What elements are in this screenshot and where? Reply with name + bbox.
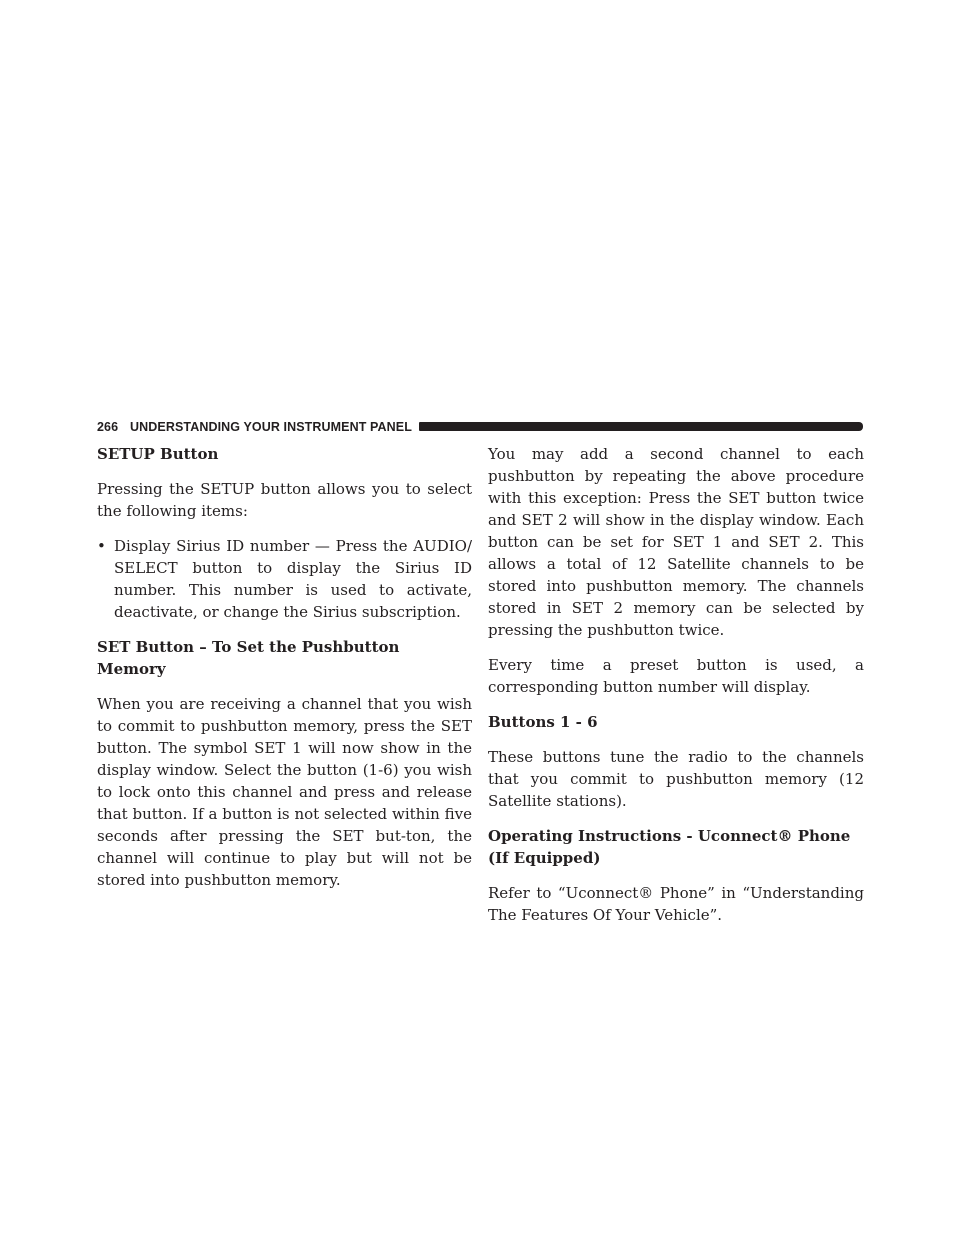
setup-button-heading: SETUP Button [97, 445, 219, 463]
page-header [97, 419, 863, 435]
phone-paragraph: Refer to “Uconnect® Phone” in “Understanding The Features Of Your Vehicle”. [488, 884, 864, 924]
setup-intro-paragraph: Pressing the SETUP button allows you to select the following items: [97, 480, 472, 520]
second-channel-paragraph: You may add a second channel to each pushbutton by repeating the above procedure with this exception: Press the SET button twice and SET 2 will show in the display window. Each button can be set for SET 1 and SET 2. This allows a total of 12 Satellite channels to be stored into pushbutton memory. The channels stored in SET 2 memory can be selected by pressing the pushbutton twice. [488, 445, 864, 639]
buttons-heading: Buttons 1 - 6 [488, 713, 598, 731]
right-column [488, 443, 864, 939]
left-column [97, 443, 472, 904]
section-title: UNDERSTANDING YOUR INSTRUMENT PANEL [130, 420, 412, 434]
header-rule-bar [419, 422, 863, 431]
set-button-paragraph: When you are receiving a channel that you wish to commit to pushbutton memory, press the SET button. The symbol SET 1 will now show in the display window. Select the button (1-6) you wish to lock onto this channel and press and release that button. If a button is not selected within five seconds after pressing the SET but-ton, the channel will continue to play but will not be stored into pushbutton memory. [97, 695, 472, 889]
bullet-icon: • [97, 537, 106, 555]
set-button-heading: SET Button – To Set the Pushbutton Memory [97, 638, 400, 678]
sirius-id-bullet-text: Display Sirius ID number — Press the AUDIO/ SELECT button to display the Sirius ID number. This number is used to activate, deactivate, or change the Sirius subscription. [114, 537, 472, 621]
buttons-paragraph: These buttons tune the radio to the channels that you commit to pushbutton memory (12 Satellite stations). [488, 748, 864, 810]
preset-paragraph: Every time a preset button is used, a corresponding button number will display. [488, 656, 864, 696]
phone-heading-line1: Operating Instructions - Uconnect® Phone [488, 827, 851, 845]
sirius-id-bullet [97, 535, 472, 623]
phone-heading [488, 825, 864, 869]
phone-heading-line2: (If Equipped) [488, 849, 601, 867]
page-number: 266 [97, 420, 119, 434]
